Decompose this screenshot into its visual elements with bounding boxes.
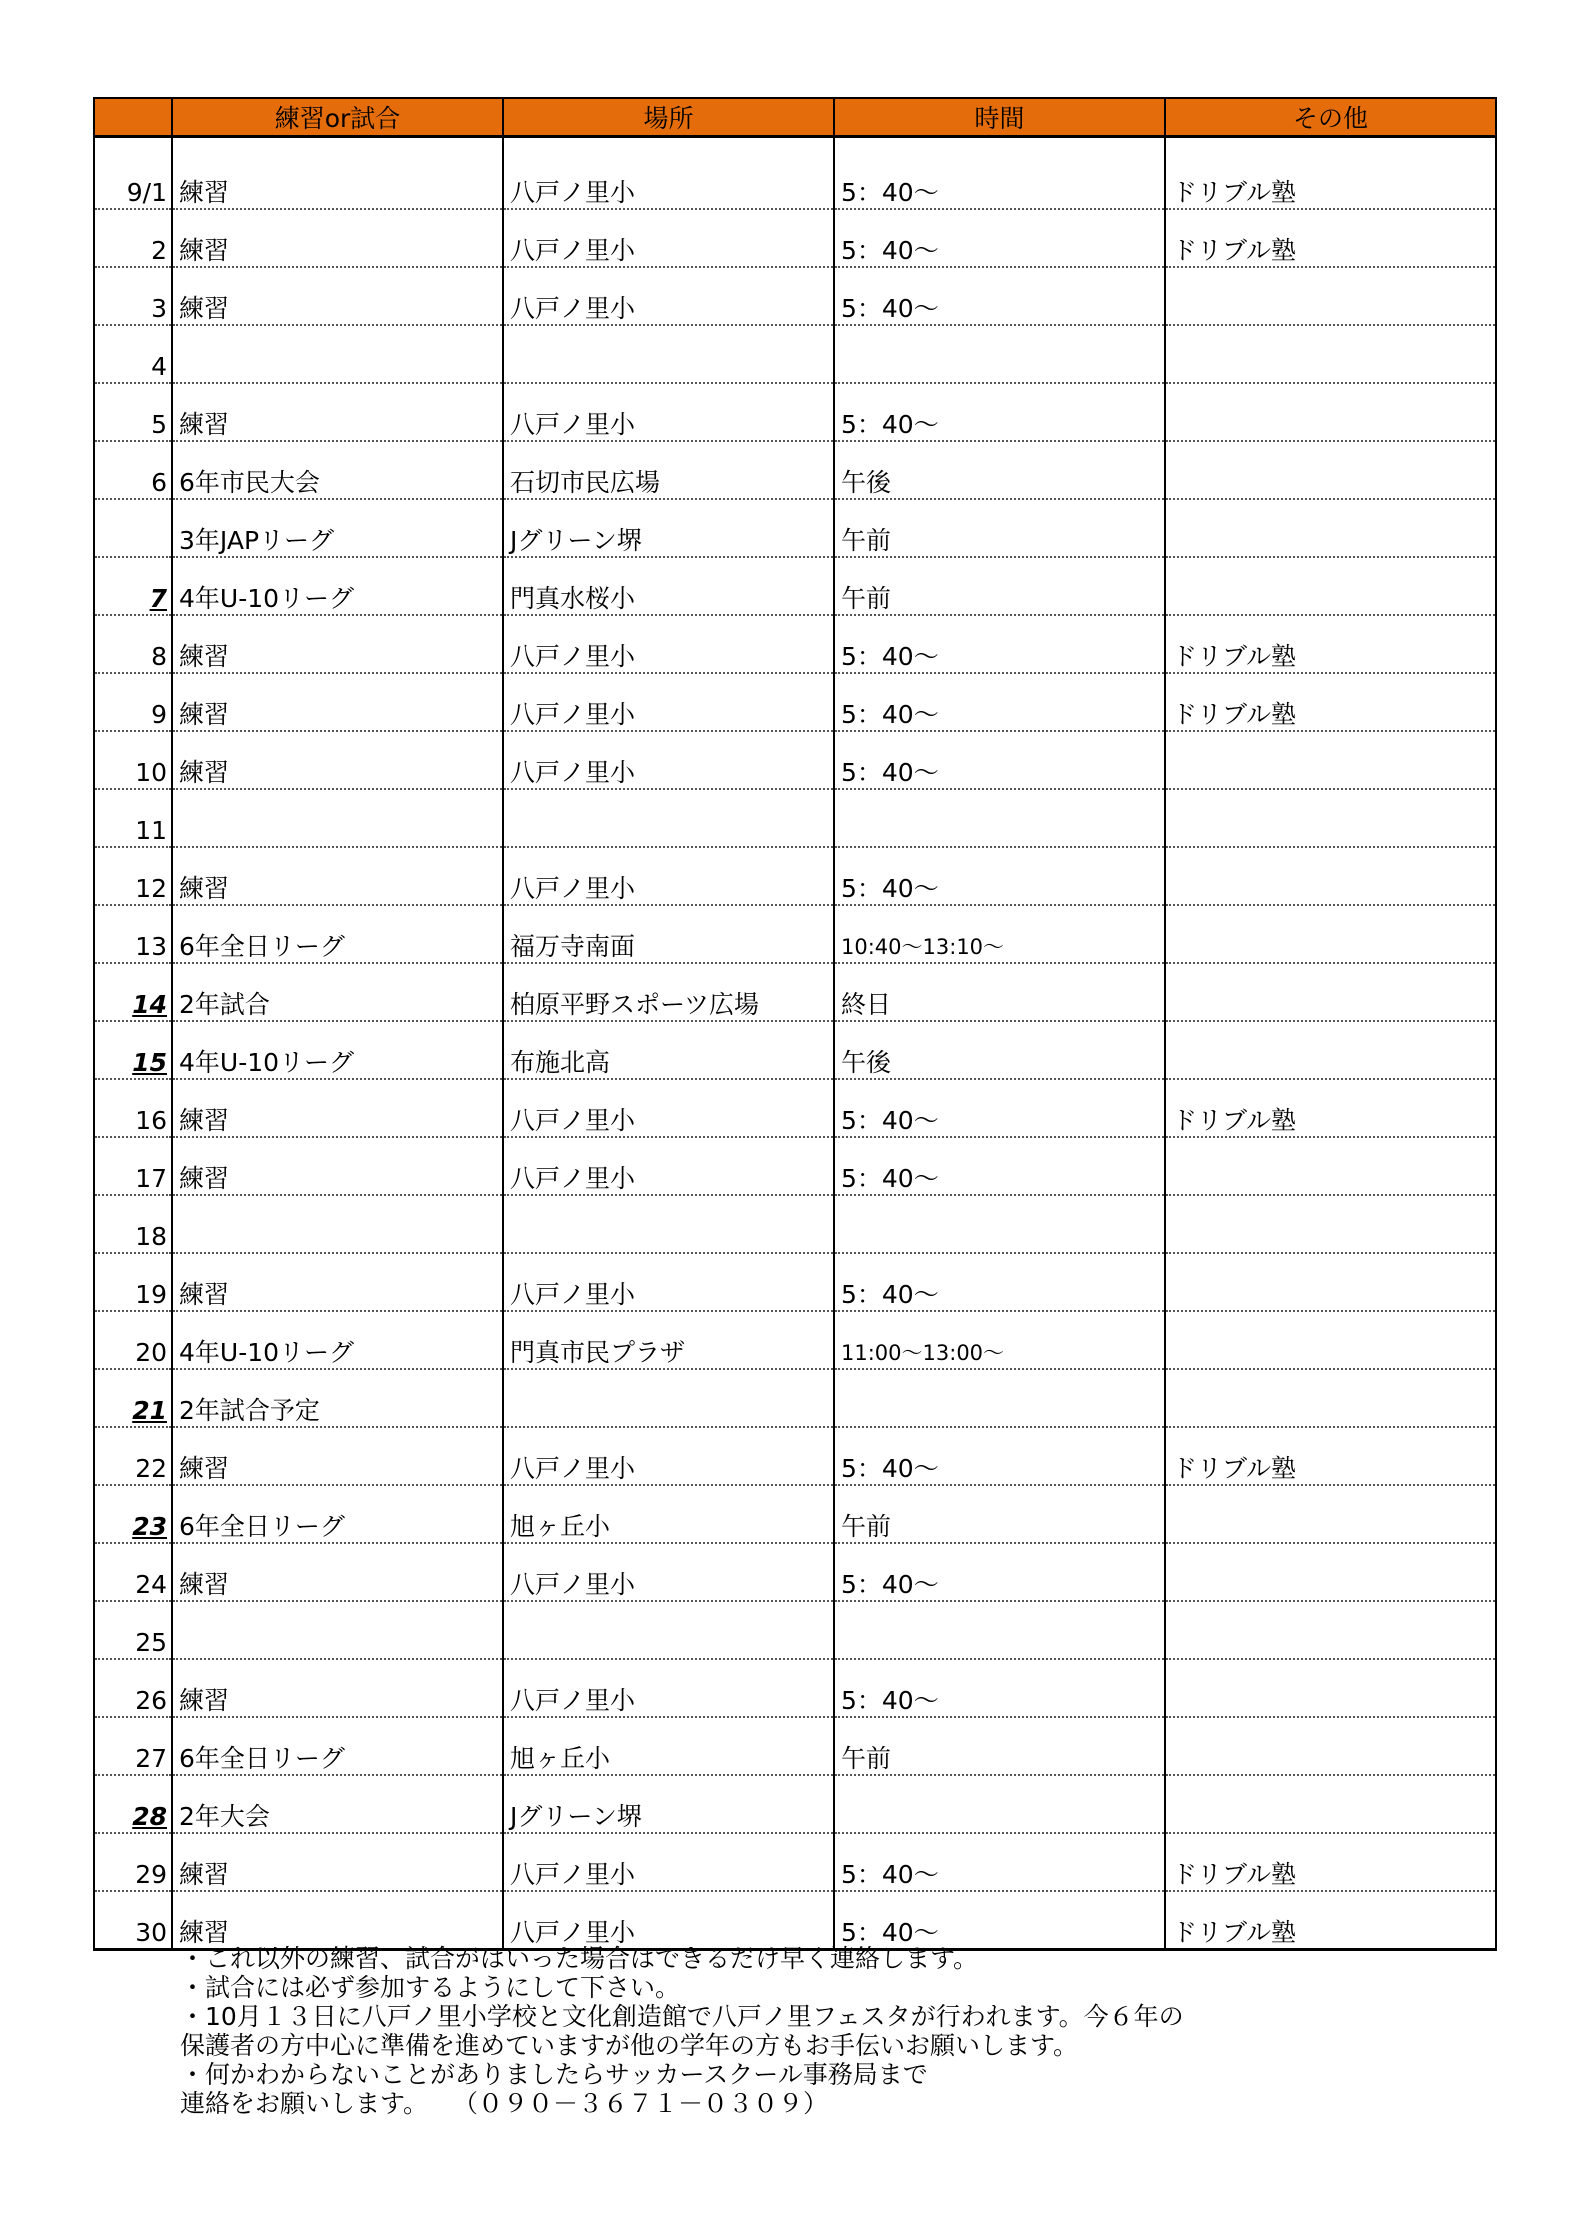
time-cell: 午前 — [834, 1485, 1165, 1543]
other-cell — [1165, 905, 1496, 963]
activity-cell — [172, 1195, 503, 1253]
date-cell: 25 — [94, 1601, 172, 1659]
place-cell — [503, 1601, 834, 1659]
date-cell: 15 — [94, 1021, 172, 1079]
note-line: 連絡をお願いします。 （０９０－３６７１－０３０９） — [180, 2089, 829, 2118]
place-cell: 福万寺南面 — [503, 905, 834, 963]
activity-cell: 練習 — [172, 1427, 503, 1485]
spacer-row — [94, 137, 1496, 153]
activity-cell: 4年U-10リーグ — [172, 1311, 503, 1369]
time-cell: 5：40～ — [834, 731, 1165, 789]
table-row — [94, 1485, 1496, 1543]
other-cell: ドリブル塾 — [1165, 673, 1496, 731]
activity-cell: 練習 — [172, 383, 503, 441]
time-cell: 午後 — [834, 1021, 1165, 1079]
table-row — [94, 1137, 1496, 1195]
time-cell: 10:40～13:10～ — [834, 905, 1165, 963]
table-row — [94, 557, 1496, 615]
time-cell: 終日 — [834, 963, 1165, 1021]
date-cell: 29 — [94, 1833, 172, 1891]
time-cell: 5：40～ — [834, 1253, 1165, 1311]
other-cell — [1165, 1253, 1496, 1311]
table-row — [94, 1717, 1496, 1775]
activity-cell: 6年市民大会 — [172, 441, 503, 499]
time-cell: 5：40～ — [834, 1137, 1165, 1195]
time-cell: 午前 — [834, 499, 1165, 557]
date-cell: 23 — [94, 1485, 172, 1543]
table-row — [94, 499, 1496, 557]
time-cell: 5：40～ — [834, 1659, 1165, 1717]
note-line: ・試合には必ず参加するようにして下さい。 — [180, 1973, 681, 2002]
other-cell — [1165, 1369, 1496, 1427]
note-line: 保護者の方中心に準備を進めていますが他の学年の方もお手伝いお願いします。 — [180, 2031, 1079, 2060]
time-cell: 5：40～ — [834, 615, 1165, 673]
activity-cell: 練習 — [172, 1543, 503, 1601]
date-cell: 4 — [94, 325, 172, 383]
place-cell: 八戸ノ里小 — [503, 267, 834, 325]
table-row — [94, 731, 1496, 789]
header-time: 時間 — [834, 98, 1165, 137]
table-row — [94, 383, 1496, 441]
date-cell: 3 — [94, 267, 172, 325]
place-cell: 八戸ノ里小 — [503, 1891, 834, 1950]
other-cell — [1165, 1601, 1496, 1659]
activity-cell: 練習 — [172, 1253, 503, 1311]
date-cell: 2 — [94, 209, 172, 267]
date-cell: 10 — [94, 731, 172, 789]
other-cell — [1165, 1717, 1496, 1775]
place-cell: 門真市民プラザ — [503, 1311, 834, 1369]
schedule-body — [94, 137, 1496, 1950]
other-cell: ドリブル塾 — [1165, 1833, 1496, 1891]
other-cell — [1165, 1659, 1496, 1717]
header-row — [94, 98, 1496, 137]
place-cell: 八戸ノ里小 — [503, 673, 834, 731]
table-row — [94, 209, 1496, 267]
time-cell: 午後 — [834, 441, 1165, 499]
notes-block — [180, 1944, 1184, 2118]
other-cell — [1165, 847, 1496, 905]
place-cell: 旭ヶ丘小 — [503, 1717, 834, 1775]
time-cell: 5：40～ — [834, 383, 1165, 441]
place-cell — [503, 325, 834, 383]
table-row — [94, 789, 1496, 847]
activity-cell — [172, 325, 503, 383]
schedule-table — [93, 97, 1497, 1951]
activity-cell: 6年全日リーグ — [172, 1485, 503, 1543]
place-cell: 八戸ノ里小 — [503, 731, 834, 789]
other-cell: ドリブル塾 — [1165, 615, 1496, 673]
date-cell: 18 — [94, 1195, 172, 1253]
activity-cell — [172, 1601, 503, 1659]
other-cell — [1165, 441, 1496, 499]
header-date — [94, 98, 172, 137]
place-cell — [503, 789, 834, 847]
time-cell: 5：40～ — [834, 847, 1165, 905]
time-cell: 5：40～ — [834, 673, 1165, 731]
date-cell — [94, 499, 172, 557]
activity-cell: 練習 — [172, 152, 503, 209]
date-cell: 28 — [94, 1775, 172, 1833]
table-row — [94, 1079, 1496, 1137]
place-cell: 八戸ノ里小 — [503, 615, 834, 673]
table-row — [94, 325, 1496, 383]
activity-cell: 練習 — [172, 1659, 503, 1717]
note-line: ・これ以外の練習、試合がはいった場合はできるだけ早く連絡します。 — [180, 1944, 979, 1973]
date-cell: 5 — [94, 383, 172, 441]
place-cell — [503, 1369, 834, 1427]
note-line: ・何かわからないことがありましたらサッカースクール事務局まで — [180, 2060, 928, 2089]
header-place: 場所 — [503, 98, 834, 137]
activity-cell: 6年全日リーグ — [172, 1717, 503, 1775]
place-cell: 門真水桜小 — [503, 557, 834, 615]
time-cell — [834, 1369, 1165, 1427]
other-cell — [1165, 499, 1496, 557]
other-cell: ドリブル塾 — [1165, 1079, 1496, 1137]
table-row — [94, 847, 1496, 905]
time-cell — [834, 325, 1165, 383]
place-cell: 八戸ノ里小 — [503, 383, 834, 441]
time-cell: 5：40～ — [834, 1833, 1165, 1891]
date-cell: 9/1 — [94, 152, 172, 209]
time-cell: 5：40～ — [834, 1543, 1165, 1601]
place-cell: 八戸ノ里小 — [503, 209, 834, 267]
header-activity: 練習or試合 — [172, 98, 503, 137]
other-cell — [1165, 1137, 1496, 1195]
date-cell: 12 — [94, 847, 172, 905]
date-cell: 27 — [94, 1717, 172, 1775]
note-line: ・10月１３日に八戸ノ里小学校と文化創造館で八戸ノ里フェスタが行われます。今６年の — [180, 2002, 1184, 2031]
date-cell: 9 — [94, 673, 172, 731]
date-cell: 7 — [94, 557, 172, 615]
place-cell: 布施北高 — [503, 1021, 834, 1079]
place-cell — [503, 1195, 834, 1253]
table-row — [94, 267, 1496, 325]
activity-cell: 2年大会 — [172, 1775, 503, 1833]
other-cell: ドリブル塾 — [1165, 209, 1496, 267]
other-cell — [1165, 963, 1496, 1021]
other-cell — [1165, 1543, 1496, 1601]
time-cell: 5：40～ — [834, 1079, 1165, 1137]
activity-cell: 練習 — [172, 1833, 503, 1891]
date-cell: 14 — [94, 963, 172, 1021]
activity-cell: 練習 — [172, 847, 503, 905]
place-cell: Jグリーン堺 — [503, 499, 834, 557]
time-cell: 5：40～ — [834, 209, 1165, 267]
activity-cell: 練習 — [172, 209, 503, 267]
time-cell: 5：40～ — [834, 1427, 1165, 1485]
place-cell: 八戸ノ里小 — [503, 1137, 834, 1195]
place-cell: 八戸ノ里小 — [503, 1543, 834, 1601]
activity-cell: 練習 — [172, 615, 503, 673]
place-cell: 八戸ノ里小 — [503, 847, 834, 905]
place-cell: 八戸ノ里小 — [503, 1253, 834, 1311]
activity-cell: 2年試合 — [172, 963, 503, 1021]
table-row — [94, 1891, 1496, 1950]
time-cell — [834, 789, 1165, 847]
place-cell: 柏原平野スポーツ広場 — [503, 963, 834, 1021]
activity-cell: 2年試合予定 — [172, 1369, 503, 1427]
date-cell: 8 — [94, 615, 172, 673]
time-cell — [834, 1775, 1165, 1833]
other-cell — [1165, 267, 1496, 325]
activity-cell: 練習 — [172, 1137, 503, 1195]
other-cell — [1165, 789, 1496, 847]
table-row — [94, 1601, 1496, 1659]
place-cell: 八戸ノ里小 — [503, 1079, 834, 1137]
other-cell — [1165, 1775, 1496, 1833]
date-cell: 30 — [94, 1891, 172, 1950]
table-row — [94, 1369, 1496, 1427]
activity-cell — [172, 789, 503, 847]
activity-cell: 練習 — [172, 1891, 503, 1950]
table-row — [94, 1253, 1496, 1311]
table-row — [94, 673, 1496, 731]
other-cell — [1165, 731, 1496, 789]
table-row — [94, 1775, 1496, 1833]
date-cell: 26 — [94, 1659, 172, 1717]
activity-cell: 練習 — [172, 673, 503, 731]
table-row — [94, 1659, 1496, 1717]
time-cell: 午前 — [834, 557, 1165, 615]
time-cell: 11:00～13:00～ — [834, 1311, 1165, 1369]
time-cell: 5：40～ — [834, 152, 1165, 209]
place-cell: 八戸ノ里小 — [503, 1659, 834, 1717]
date-cell: 17 — [94, 1137, 172, 1195]
time-cell: 5：40～ — [834, 1891, 1165, 1950]
time-cell — [834, 1601, 1165, 1659]
date-cell: 20 — [94, 1311, 172, 1369]
activity-cell: 4年U-10リーグ — [172, 557, 503, 615]
activity-cell: 3年JAPリーグ — [172, 499, 503, 557]
table-row — [94, 152, 1496, 209]
other-cell — [1165, 325, 1496, 383]
date-cell: 21 — [94, 1369, 172, 1427]
other-cell: ドリブル塾 — [1165, 1891, 1496, 1950]
other-cell — [1165, 1021, 1496, 1079]
place-cell: 旭ヶ丘小 — [503, 1485, 834, 1543]
place-cell: 八戸ノ里小 — [503, 1427, 834, 1485]
date-cell: 16 — [94, 1079, 172, 1137]
table-row — [94, 1543, 1496, 1601]
table-row — [94, 1021, 1496, 1079]
activity-cell: 練習 — [172, 731, 503, 789]
table-row — [94, 1427, 1496, 1485]
activity-cell: 練習 — [172, 267, 503, 325]
date-cell: 11 — [94, 789, 172, 847]
activity-cell: 練習 — [172, 1079, 503, 1137]
activity-cell: 4年U-10リーグ — [172, 1021, 503, 1079]
table-row — [94, 905, 1496, 963]
other-cell — [1165, 557, 1496, 615]
other-cell — [1165, 1195, 1496, 1253]
table-row — [94, 1833, 1496, 1891]
time-cell: 5：40～ — [834, 267, 1165, 325]
place-cell: 石切市民広場 — [503, 441, 834, 499]
place-cell: 八戸ノ里小 — [503, 152, 834, 209]
place-cell: 八戸ノ里小 — [503, 1833, 834, 1891]
other-cell — [1165, 383, 1496, 441]
table-row — [94, 441, 1496, 499]
table-row — [94, 615, 1496, 673]
table-row — [94, 963, 1496, 1021]
date-cell: 13 — [94, 905, 172, 963]
activity-cell: 6年全日リーグ — [172, 905, 503, 963]
date-cell: 6 — [94, 441, 172, 499]
table-row — [94, 1195, 1496, 1253]
time-cell: 午前 — [834, 1717, 1165, 1775]
date-cell: 24 — [94, 1543, 172, 1601]
place-cell: Jグリーン堺 — [503, 1775, 834, 1833]
time-cell — [834, 1195, 1165, 1253]
header-other: その他 — [1165, 98, 1496, 137]
table-row — [94, 1311, 1496, 1369]
date-cell: 19 — [94, 1253, 172, 1311]
other-cell — [1165, 1485, 1496, 1543]
other-cell: ドリブル塾 — [1165, 152, 1496, 209]
date-cell: 22 — [94, 1427, 172, 1485]
other-cell: ドリブル塾 — [1165, 1427, 1496, 1485]
other-cell — [1165, 1311, 1496, 1369]
